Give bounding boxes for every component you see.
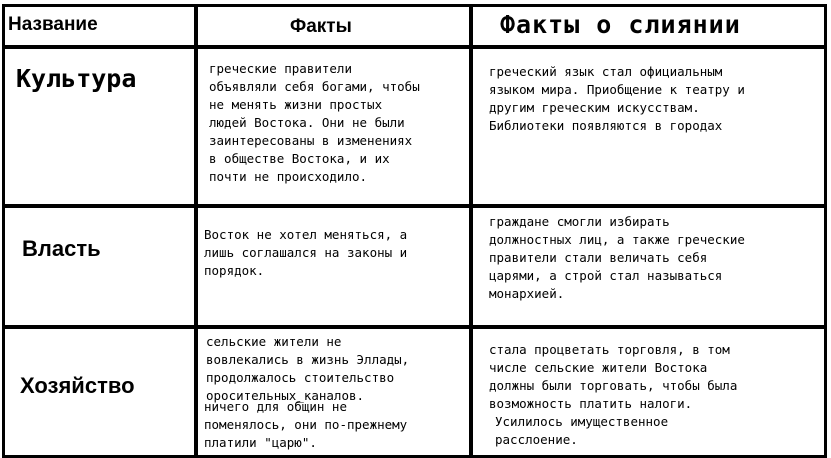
header-facts: Факты [290, 16, 352, 37]
row-name-culture: Культура [16, 64, 137, 93]
header-name: Название [8, 14, 98, 35]
row-name-economy: Хозяйство [20, 373, 135, 398]
column-divider-2 [469, 4, 473, 458]
table-border-top [2, 4, 827, 7]
row-facts-economy-a: сельские жители не вовлекались в жизнь Эллады, продолжалось стоительство оросительных_каналов. [206, 334, 410, 403]
row-facts-power: Восток не хотел меняться, а лишь соглашался на законы и порядок. [204, 227, 408, 278]
table-border-left [2, 4, 5, 458]
header-merge-facts: Факты о слиянии [500, 10, 741, 39]
row-name-power: Власть [22, 236, 101, 261]
row-merge-power: граждане смогли избирать должностных лиц, а также греческие правители стали величать себя царями, а строй стал называться монархией. [489, 214, 745, 301]
row-merge-economy-b: Усилилось имущественное расслоение. [495, 414, 669, 447]
row-facts-economy-b: ничего для общин не поменялось, они по-прежнему платили "царю". [204, 399, 408, 450]
row-divider-1 [2, 204, 827, 208]
row-facts-culture: греческие правители объявляли себя богами, чтобы не менять жизни простых людей Востока. Они не были заинтересованы в изменениях в обществе Востока, и их почти не происходило. [209, 61, 420, 184]
column-divider-1 [194, 4, 198, 458]
row-divider-2 [2, 325, 827, 329]
row-merge-economy-a: стала процветать торговля, в том числе сельские жители Востока должны были торговать, чтобы была возможность платить налоги. [489, 342, 738, 411]
header-divider [2, 45, 827, 49]
table-border-right [824, 4, 827, 458]
row-merge-culture: греческий язык стал официальным языком мира. Приобщение к театру и другим греческим искусствам. Библиотеки появляются в городах [489, 64, 745, 133]
